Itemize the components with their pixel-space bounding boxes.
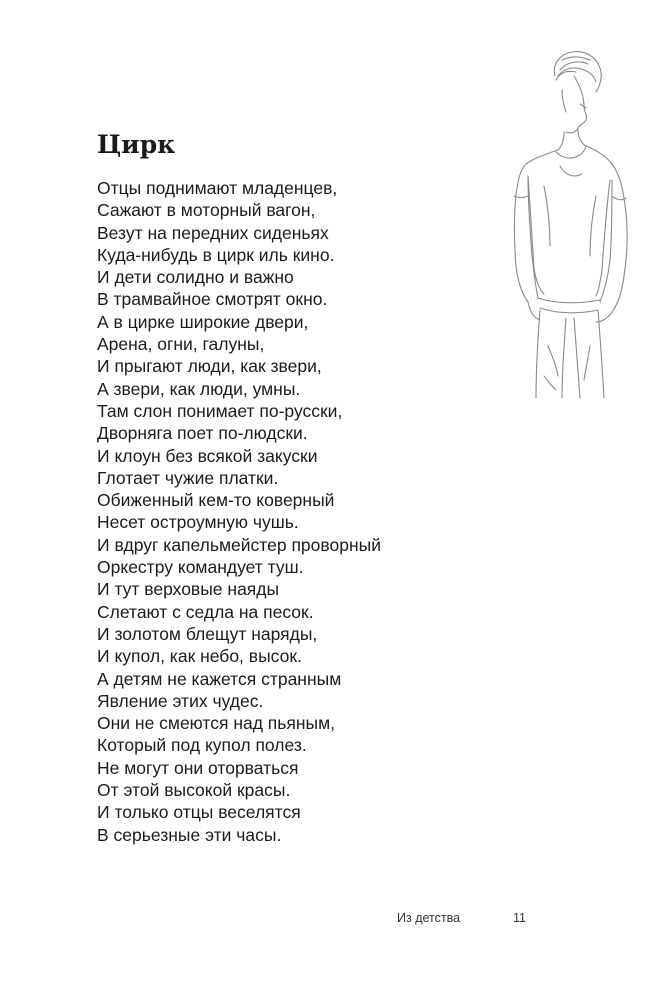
poem-title: Цирк [97, 130, 176, 159]
poem-line: Они не смеются над пьяным, [97, 713, 336, 734]
poem-line: И прыгают люди, как звери, [97, 356, 322, 377]
poem-line: И золотом блещут наряды, [97, 623, 318, 644]
poem-line: И только отцы веселятся [97, 802, 301, 823]
poem-line: Обиженный кем-то коверный [97, 490, 335, 511]
poem-line: Не могут они оторваться [97, 757, 299, 778]
running-footer-section: Из детства [397, 911, 461, 925]
poem-line: И дети солидно и важно [97, 267, 294, 288]
poem-line: Везут на передних сиденьях [97, 222, 329, 243]
poem-line: Глотает чужие платки. [97, 467, 279, 488]
poem-line: А детям не кажется странным [97, 668, 342, 689]
page-number: 11 [513, 911, 526, 925]
poem-line: Там слон понимает по-русски, [97, 400, 343, 421]
poem-line: Слетают с седла на песок. [97, 601, 314, 622]
poem-line: Отцы поднимают младенцев, [97, 178, 338, 198]
poem-line: И тут верховые наяды [97, 579, 280, 600]
poem-line: Дворняга поет по-людски. [97, 423, 308, 444]
poem-body [97, 177, 381, 846]
poem-line: Явление этих чудес. [97, 690, 264, 711]
poem-line: И клоун без всякой закуски [97, 445, 318, 466]
poem-line: И купол, как небо, высок. [97, 646, 302, 667]
poem-line: А звери, как люди, умны. [97, 378, 301, 399]
poem-line: В трамвайное смотрят окно. [97, 289, 328, 310]
poem-line: А в цирке широкие двери, [97, 311, 309, 332]
poem-line: От этой высокой красы. [97, 780, 291, 801]
poem-line: Несет остроумную чушь. [97, 512, 299, 533]
poem-line: Куда-нибудь в цирк иль кино. [97, 244, 335, 265]
poem-line: Оркестру командует туш. [97, 557, 304, 578]
sketch-young-man-hands-in-pockets-icon [500, 46, 640, 402]
poem-line: Арена, огни, галуны, [97, 334, 265, 355]
poem-line: Сажают в моторный вагон, [97, 200, 316, 221]
poem-line: И вдруг капельмейстер проворный [97, 534, 381, 555]
poem-line: В серьезные эти часы. [97, 824, 282, 845]
poem-line: Который под купол полез. [97, 735, 307, 756]
